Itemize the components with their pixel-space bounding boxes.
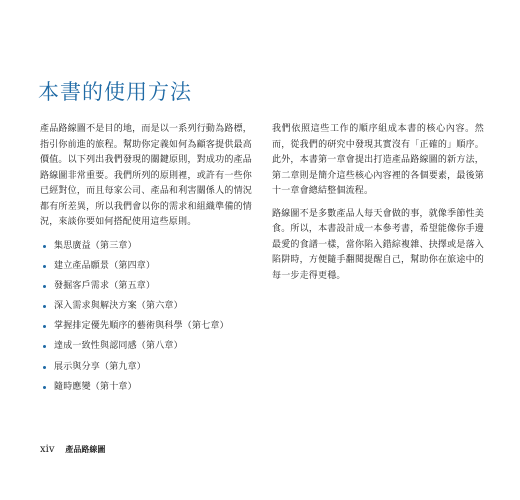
list-item-label: 隨時應變（第十章） — [54, 381, 137, 392]
body-paragraph: 路線圖不是多數產品人每天會做的事，就像季節性美食。所以，本書設計成一本參考書，希望能像你手邊最愛的食譜一樣，當你陷入錯綜複雜、抉擇或是落入陷阱時，方便隨手翻閱提醒自己，幫助你在旅途中的每一步走得更穩。 — [272, 208, 484, 281]
list-item-label: 發掘客戶需求（第五章） — [54, 280, 156, 291]
bullet-icon — [43, 325, 46, 328]
list-item — [40, 380, 252, 400]
bullet-icon — [43, 386, 46, 389]
list-item — [40, 319, 252, 339]
list-item-label: 集思廣益（第三章） — [54, 240, 137, 251]
list-item-label: 掌握排定優先順序的藝術與科學（第七章） — [54, 321, 229, 332]
list-item — [40, 279, 252, 299]
list-item — [40, 299, 252, 319]
page-footer — [40, 444, 105, 455]
page-number: xiv — [40, 444, 55, 455]
bullet-icon — [43, 285, 46, 288]
running-title: 產品路線圖 — [65, 445, 106, 454]
intro-paragraph: 產品路線圖不是目的地，而是以一系列行動為路標，指引你前進的旅程。幫助你定義如何為顧客提供最高價值。以下列出我們發現的關鍵原則，對成功的產品路線圖非常重要。我們所列的原則裡，或許有一些你已經對位，而且每家公司、產品和利害關係人的情況都有所差異，所以我們會以你的需求和組織準備的情況，來談你要如何搭配使用這些原則。 — [40, 124, 252, 227]
list-item-label: 建立產品願景（第四章） — [54, 260, 156, 271]
bullet-icon — [43, 245, 46, 248]
list-item — [40, 259, 252, 279]
list-item — [40, 360, 252, 380]
list-item-label: 深入需求與解決方案（第六章） — [54, 301, 183, 312]
list-item-label: 達成一致性與認同感（第八章） — [54, 341, 183, 352]
right-column — [272, 122, 484, 291]
body-paragraph: 我們依照這些工作的順序組成本書的核心內容。然而，從我們的研究中發現其實沒有「正確的」順序。此外，本書第一章會提出打造產品路線圖的新方法，第二章則是簡介這些核心內容裡的各個要素，最後第十一章會總結整個流程。 — [272, 124, 484, 196]
chapter-list — [40, 239, 252, 401]
bullet-icon — [43, 366, 46, 369]
left-column — [40, 122, 252, 400]
bullet-icon — [43, 345, 46, 348]
bullet-icon — [43, 265, 46, 268]
list-item — [40, 339, 252, 359]
bullet-icon — [43, 305, 46, 308]
list-item — [40, 239, 252, 259]
list-item-label: 展示與分享（第九章） — [54, 361, 147, 372]
page-title: 本書的使用方法 — [38, 80, 192, 104]
